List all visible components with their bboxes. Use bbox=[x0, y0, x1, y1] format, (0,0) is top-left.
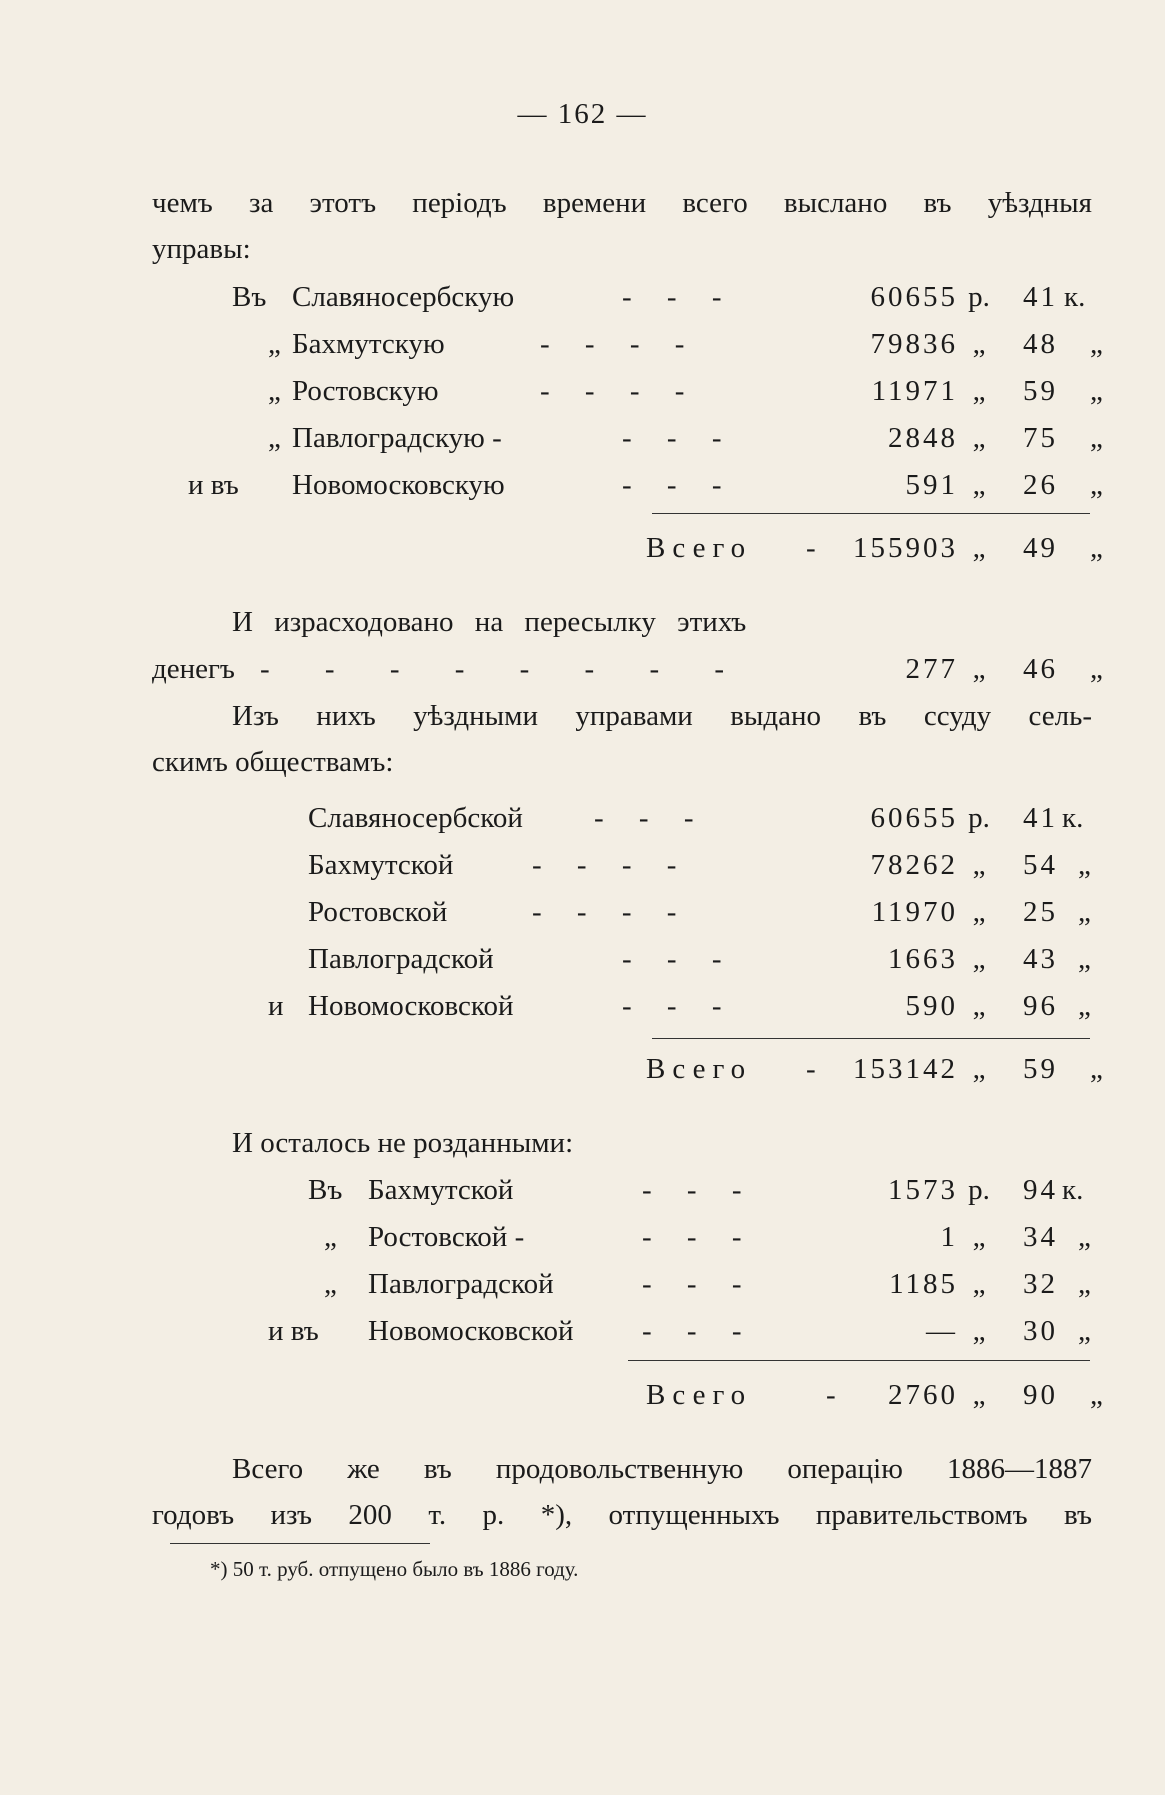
postage-label: денегъ bbox=[152, 653, 235, 685]
row-cents: 41 bbox=[1023, 802, 1058, 834]
total-amount: 153142 bbox=[853, 1053, 958, 1085]
row-prefix: „ bbox=[324, 1221, 337, 1253]
row-name: Новомосковской bbox=[368, 1315, 574, 1347]
row-dashes: - - - - bbox=[532, 896, 677, 928]
row-name: Славяносербской bbox=[308, 802, 523, 834]
row-unit: „ bbox=[972, 943, 986, 975]
closing-line-2: годовъ изъ 200 т. р. *), отпущенныхъ правительствомъ въ bbox=[152, 1499, 1092, 1531]
total-amount: 2760 bbox=[888, 1379, 958, 1411]
total-rule bbox=[628, 1360, 1090, 1361]
row-cents-unit: „ bbox=[1078, 1315, 1091, 1347]
row-cents: 75 bbox=[1023, 422, 1058, 454]
table-row bbox=[0, 280, 1165, 314]
row-amount: 60655 bbox=[870, 281, 958, 313]
row-dashes: - - - - bbox=[532, 849, 677, 881]
total-row bbox=[0, 1052, 1165, 1086]
postage-line-1: И израсходовано на пересылку этихъ bbox=[232, 606, 747, 638]
total-row bbox=[0, 1378, 1165, 1412]
row-name: Бахмутской bbox=[368, 1174, 514, 1206]
row-cents-unit: к. bbox=[1064, 281, 1086, 313]
total-dash: - bbox=[806, 1053, 816, 1085]
postage-cents: 46 bbox=[1023, 653, 1058, 685]
footnote: *) 50 т. руб. отпущено было въ 1886 году. bbox=[210, 1557, 579, 1581]
intro-line-2: управы: bbox=[152, 233, 251, 265]
row-cents-unit: „ bbox=[1078, 990, 1091, 1022]
row-amount: 590 bbox=[905, 990, 958, 1022]
row-name: Ростовскую bbox=[292, 375, 439, 407]
row-cents: 34 bbox=[1023, 1221, 1058, 1253]
table-row bbox=[0, 801, 1165, 835]
loans-intro-line-2: скимъ обществамъ: bbox=[152, 746, 394, 778]
row-cents-unit: „ bbox=[1078, 1268, 1091, 1300]
postage-row bbox=[0, 652, 1165, 686]
row-name: Славяносербскую bbox=[292, 281, 515, 313]
row-amount: 2848 bbox=[888, 422, 958, 454]
row-cents: 43 bbox=[1023, 943, 1058, 975]
row-name: Бахмутскую bbox=[292, 328, 445, 360]
row-amount: 79836 bbox=[870, 328, 958, 360]
row-amount: 60655 bbox=[870, 802, 958, 834]
row-name: Новомосковскую bbox=[292, 469, 505, 501]
row-dashes: - - - bbox=[622, 422, 722, 454]
row-dashes: - - - - bbox=[540, 375, 685, 407]
table-row bbox=[0, 468, 1165, 502]
row-cents-unit: „ bbox=[1090, 328, 1103, 360]
total-amount: 155903 bbox=[853, 532, 958, 564]
table-row bbox=[0, 1173, 1165, 1207]
row-unit: р. bbox=[968, 802, 990, 834]
row-cents: 26 bbox=[1023, 469, 1058, 501]
row-dashes: - - - - bbox=[540, 328, 685, 360]
total-unit: „ bbox=[972, 1379, 986, 1411]
row-prefix: „ bbox=[324, 1268, 337, 1300]
row-name: Павлоградскую - bbox=[292, 422, 502, 454]
table-row bbox=[0, 1267, 1165, 1301]
table-row bbox=[0, 421, 1165, 455]
row-unit: „ bbox=[972, 896, 986, 928]
row-amount: 78262 bbox=[870, 849, 958, 881]
row-unit: „ bbox=[972, 1315, 986, 1347]
closing-line-1: Всего же въ продовольственную операцію 1886—1887 bbox=[232, 1453, 1092, 1485]
total-cents-unit: „ bbox=[1090, 1053, 1103, 1085]
row-unit: „ bbox=[972, 422, 986, 454]
row-unit: „ bbox=[972, 849, 986, 881]
row-dashes: - - - bbox=[622, 943, 722, 975]
table-row bbox=[0, 848, 1165, 882]
row-cents: 32 bbox=[1023, 1268, 1058, 1300]
row-prefix: Въ bbox=[232, 281, 267, 313]
intro-line-1: чемъ за этотъ періодъ времени всего выслано въ уѣздныя bbox=[152, 187, 1092, 219]
row-name: Новомосковской bbox=[308, 990, 514, 1022]
row-prefix: и въ bbox=[188, 469, 239, 501]
row-amount: 11970 bbox=[871, 896, 958, 928]
row-unit: р. bbox=[968, 281, 990, 313]
row-unit: р. bbox=[968, 1174, 990, 1206]
row-amount: — bbox=[926, 1315, 958, 1347]
total-cents: 90 bbox=[1023, 1379, 1058, 1411]
row-cents: 41 bbox=[1023, 281, 1058, 313]
table-row bbox=[0, 374, 1165, 408]
row-cents-unit: „ bbox=[1078, 896, 1091, 928]
row-prefix: и въ bbox=[268, 1315, 319, 1347]
row-cents-unit: к. bbox=[1062, 802, 1084, 834]
total-cents-unit: „ bbox=[1090, 532, 1103, 564]
row-unit: „ bbox=[972, 469, 986, 501]
row-unit: „ bbox=[972, 328, 986, 360]
row-dashes: - - - bbox=[594, 802, 694, 834]
total-cents: 59 bbox=[1023, 1053, 1058, 1085]
row-cents-unit: „ bbox=[1090, 469, 1103, 501]
total-rule bbox=[652, 513, 1090, 514]
row-name: Павлоградской bbox=[308, 943, 494, 975]
row-name: Ростовской bbox=[308, 896, 448, 928]
row-prefix: Въ bbox=[308, 1174, 343, 1206]
row-unit: „ bbox=[972, 990, 986, 1022]
row-amount: 1 bbox=[940, 1221, 958, 1253]
total-cents-unit: „ bbox=[1090, 1379, 1103, 1411]
total-rule bbox=[652, 1038, 1090, 1039]
row-amount: 11971 bbox=[871, 375, 958, 407]
row-cents: 48 bbox=[1023, 328, 1058, 360]
row-prefix: и bbox=[268, 990, 284, 1022]
row-cents: 30 bbox=[1023, 1315, 1058, 1347]
table-row bbox=[0, 327, 1165, 361]
row-name: Бахмутской bbox=[308, 849, 454, 881]
row-cents-unit: „ bbox=[1078, 943, 1091, 975]
row-amount: 1573 bbox=[888, 1174, 958, 1206]
row-dashes: - - - bbox=[642, 1315, 742, 1347]
total-label: Всего bbox=[646, 532, 753, 564]
table-row bbox=[0, 1220, 1165, 1254]
row-prefix: „ bbox=[268, 375, 281, 407]
row-amount: 591 bbox=[905, 469, 958, 501]
row-unit: „ bbox=[972, 1268, 986, 1300]
row-cents: 94 bbox=[1023, 1174, 1058, 1206]
row-dashes: - - - bbox=[622, 990, 722, 1022]
total-unit: „ bbox=[972, 1053, 986, 1085]
row-dashes: - - - bbox=[642, 1174, 742, 1206]
row-name: Ростовской - bbox=[368, 1221, 525, 1253]
row-cents: 59 bbox=[1023, 375, 1058, 407]
row-unit: „ bbox=[972, 1221, 986, 1253]
row-amount: 1185 bbox=[889, 1268, 958, 1300]
row-dashes: - - - bbox=[622, 281, 722, 313]
postage-amount: 277 bbox=[905, 653, 958, 685]
row-dashes: - - - bbox=[642, 1268, 742, 1300]
table-row bbox=[0, 1314, 1165, 1348]
row-dashes: - - - bbox=[642, 1221, 742, 1253]
row-cents: 96 bbox=[1023, 990, 1058, 1022]
row-amount: 1663 bbox=[888, 943, 958, 975]
row-dashes: - - - bbox=[622, 469, 722, 501]
table-row bbox=[0, 942, 1165, 976]
row-cents-unit: „ bbox=[1078, 1221, 1091, 1253]
row-cents-unit: „ bbox=[1078, 849, 1091, 881]
row-cents: 54 bbox=[1023, 849, 1058, 881]
table-row bbox=[0, 895, 1165, 929]
row-cents: 25 bbox=[1023, 896, 1058, 928]
page-number: — 162 — bbox=[517, 98, 648, 130]
row-cents-unit: „ bbox=[1090, 375, 1103, 407]
footnote-rule bbox=[170, 1543, 430, 1544]
row-cents-unit: „ bbox=[1090, 422, 1103, 454]
total-dash: - bbox=[826, 1379, 836, 1411]
total-dash: - bbox=[806, 532, 816, 564]
row-unit: „ bbox=[972, 375, 986, 407]
total-row bbox=[0, 531, 1165, 565]
loans-intro-line-1: Изъ нихъ уѣздными управами выдано въ ссуду сель- bbox=[232, 700, 1092, 732]
row-prefix: „ bbox=[268, 328, 281, 360]
row-name: Павлоградской bbox=[368, 1268, 554, 1300]
total-label: Всего bbox=[646, 1053, 753, 1085]
remaining-intro: И осталось не розданными: bbox=[232, 1127, 574, 1159]
postage-cents-unit: „ bbox=[1090, 653, 1103, 685]
total-unit: „ bbox=[972, 532, 986, 564]
row-cents-unit: к. bbox=[1062, 1174, 1084, 1206]
row-prefix: „ bbox=[268, 422, 281, 454]
postage-dashes: - - - - - - - - bbox=[260, 653, 725, 685]
table-row bbox=[0, 989, 1165, 1023]
total-cents: 49 bbox=[1023, 532, 1058, 564]
total-label: Всего bbox=[646, 1379, 753, 1411]
postage-unit: „ bbox=[972, 653, 986, 685]
